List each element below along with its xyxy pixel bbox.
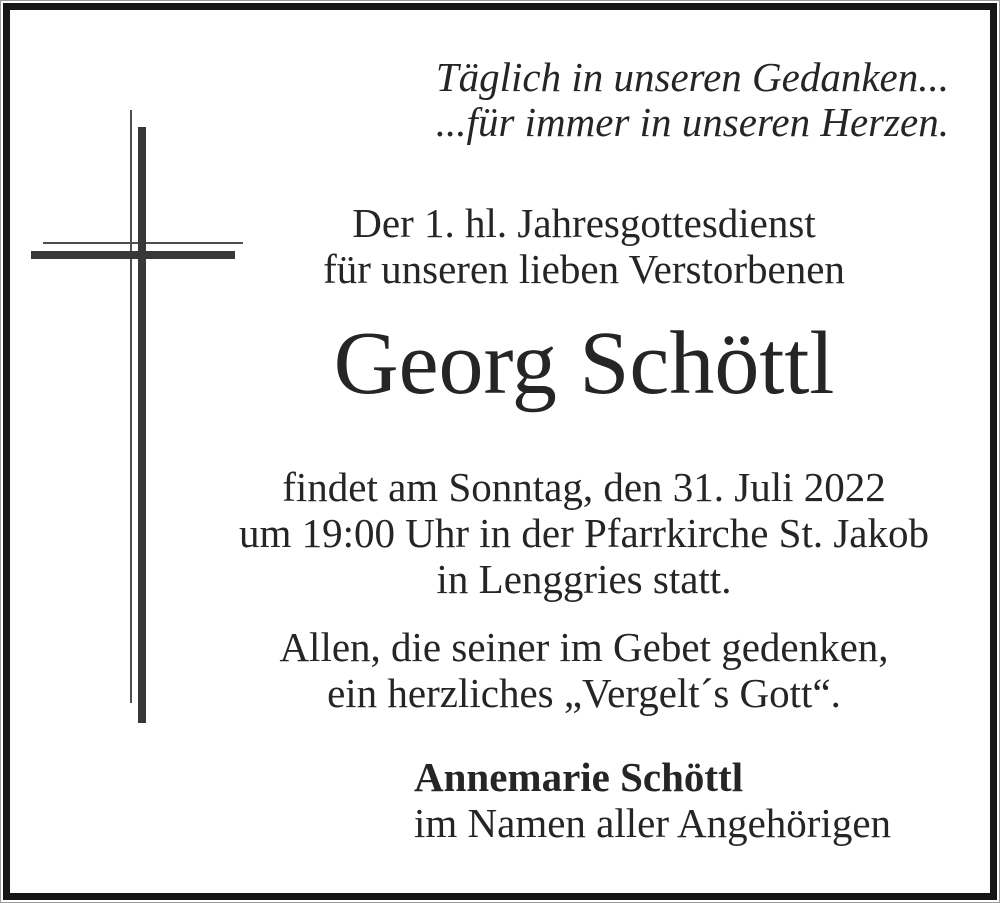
signature-block — [414, 754, 891, 846]
thanks-line-2: ein herzliches „Vergelt´s Gott“. — [327, 670, 841, 716]
service-intro — [180, 200, 988, 292]
service-details-line-2: um 19:00 Uhr in der Pfarrkirche St. Jakob — [238, 510, 930, 556]
service-intro-line-2: für unseren lieben Verstorbenen — [323, 246, 845, 292]
deceased-name — [180, 314, 988, 413]
service-intro-line-1: Der 1. hl. Jahresgottesdienst — [352, 200, 816, 246]
signature-name: Annemarie Schöttl — [414, 754, 744, 800]
cross-vertical-thick-line — [138, 127, 146, 723]
cross-vertical-thin-line — [130, 110, 132, 703]
thanks-message — [180, 624, 988, 716]
signature-suffix: im Namen aller Angehörigen — [414, 800, 892, 846]
thanks-line-1: Allen, die seiner im Gebet gedenken, — [279, 624, 889, 670]
epigraph-line-2: ...für immer in unseren Herzen. — [435, 99, 949, 145]
epigraph — [436, 55, 949, 145]
deceased-name-text: Georg Schöttl — [333, 314, 835, 413]
epigraph-line-1: Täglich in unseren Gedanken... — [435, 54, 949, 100]
service-details-line-1: findet am Sonntag, den 31. Juli 2022 — [282, 464, 886, 510]
service-details-line-3: in Lenggries statt. — [436, 556, 732, 602]
service-details — [180, 464, 988, 602]
